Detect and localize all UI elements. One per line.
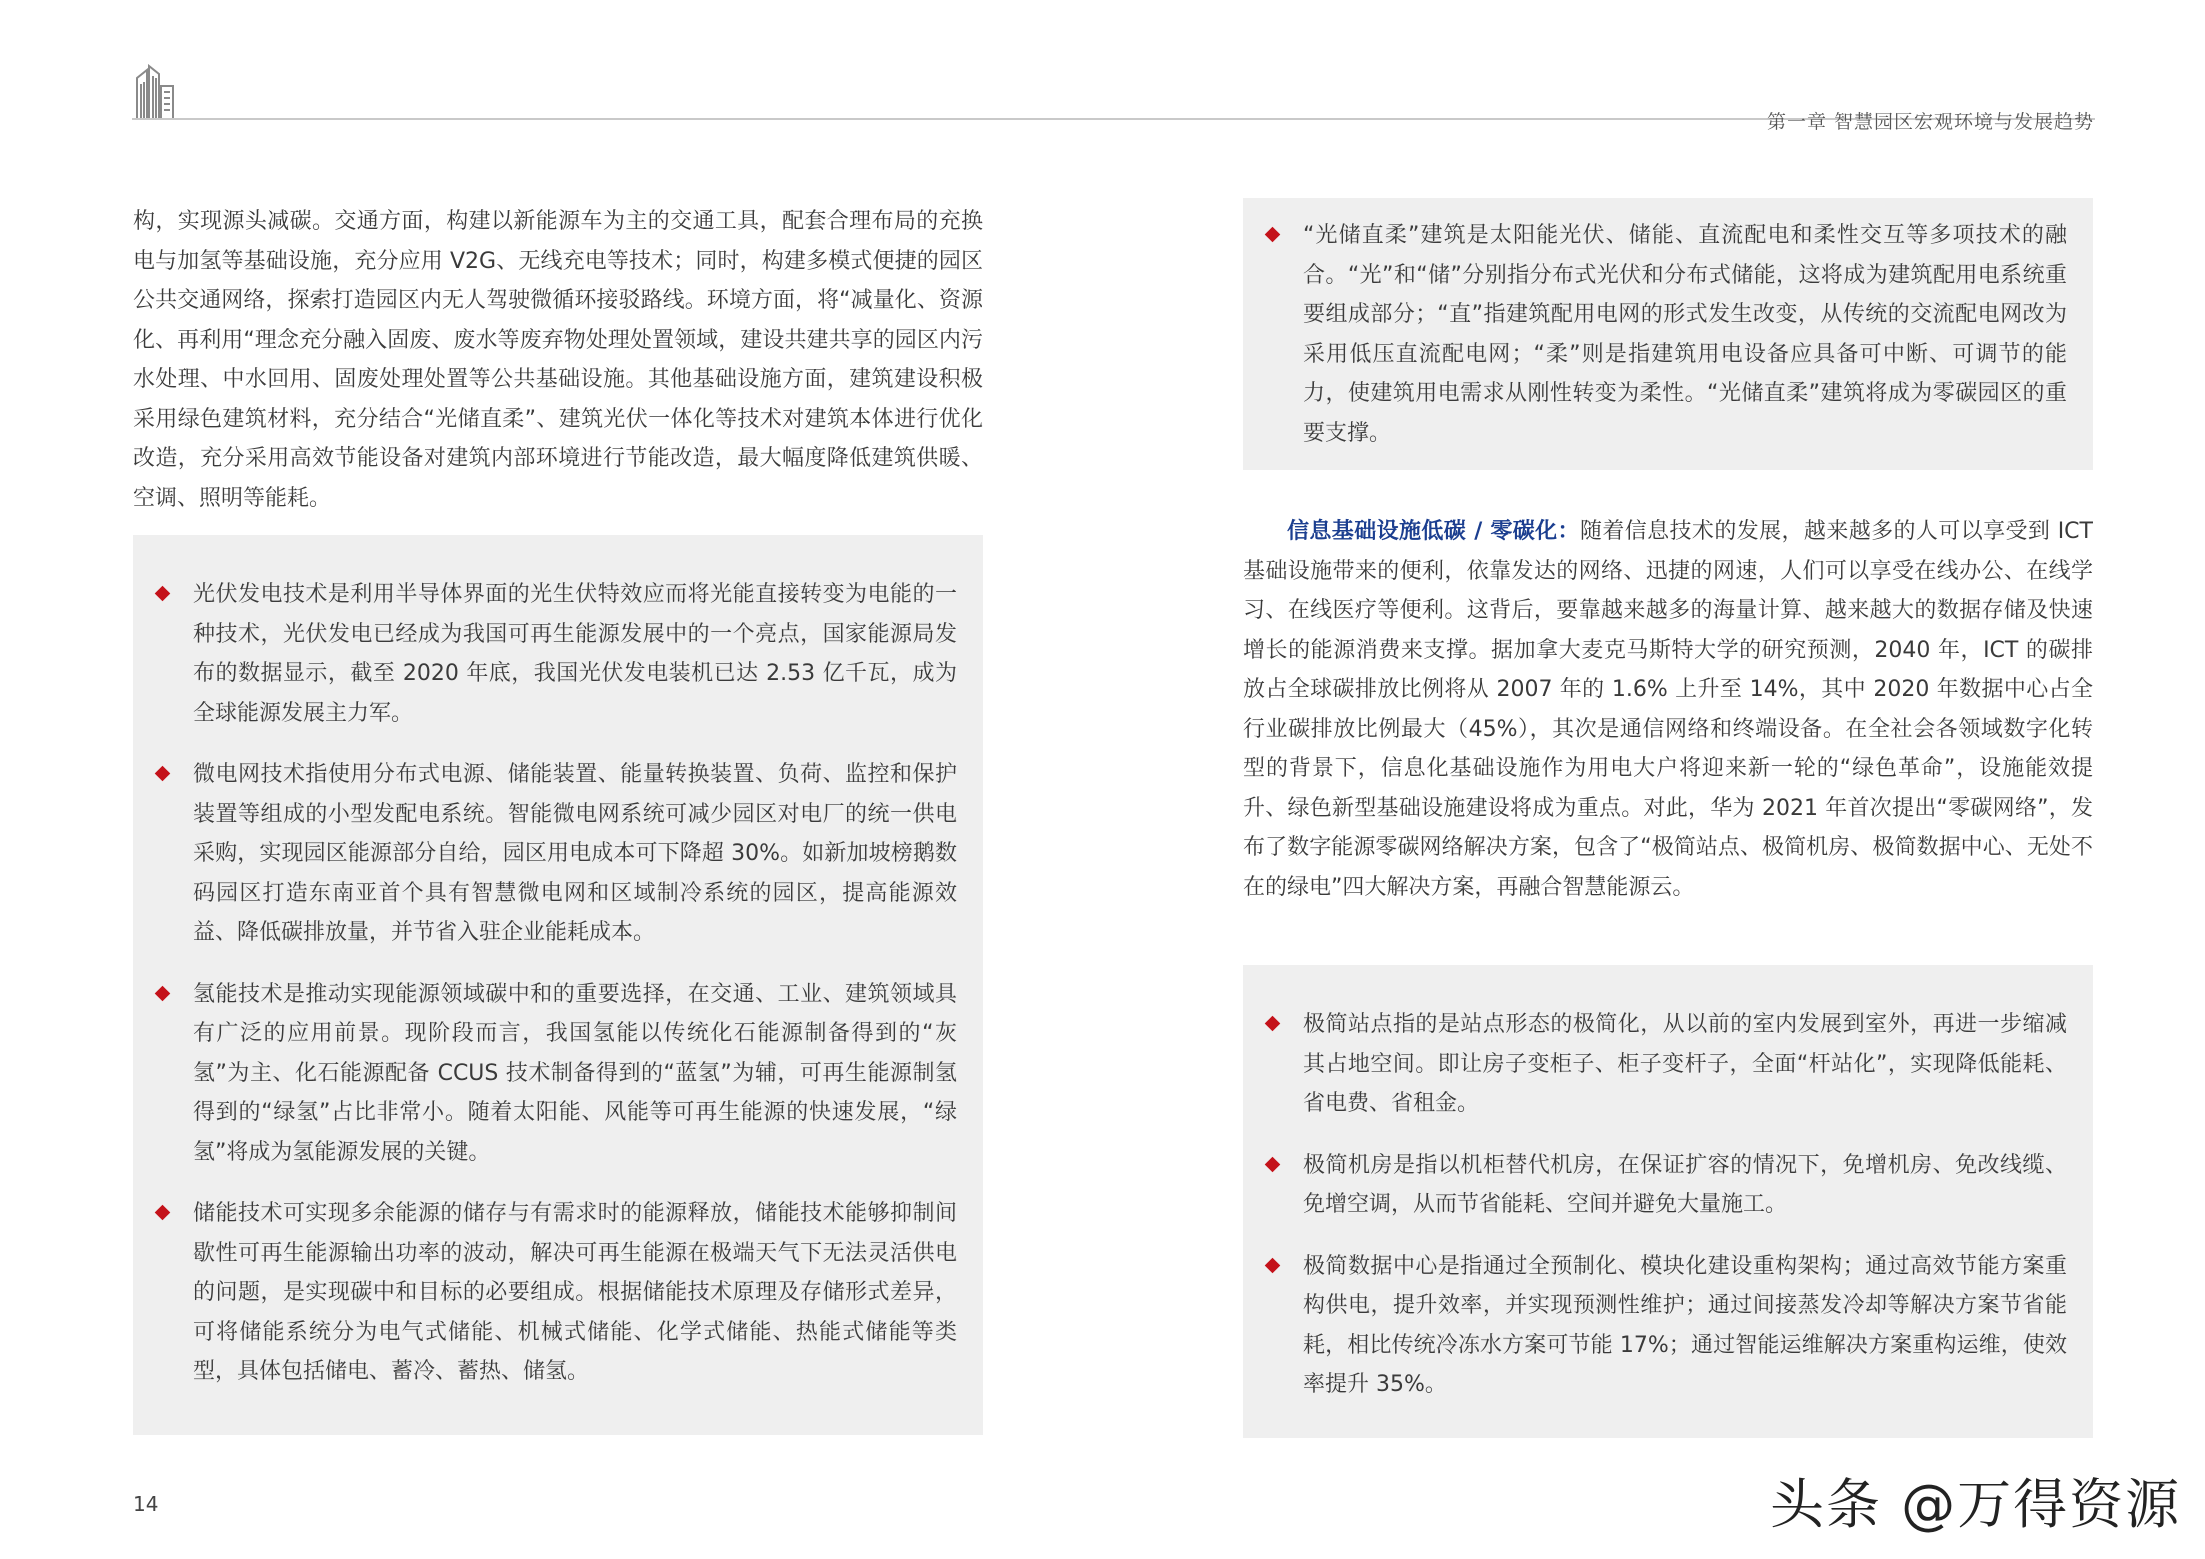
list-item: 微电网技术指使用分布式电源、储能装置、能量转换装置、负荷、监控和保护装置等组成的小型发配电系统。智能微电网系统可减少园区对电厂的统一供电采购，实现园区能源部分自给，园区用电成本可下降超 30%。如新加坡榜鹅数码园区打造东南亚首个具有智慧微电网和区域制冷系统的园区，提高能源效益、降低碳排放量，并节省入驻企业能耗成本。 xyxy=(133,755,957,953)
right-top-list xyxy=(1243,216,2067,453)
left-tech-box xyxy=(133,535,983,1435)
ict-paragraph-text: 随着信息技术的发展，越来越多的人可以享受到 ICT 基础设施带来的便利，依靠发达的网络、迅捷的网速，人们可以享受在线办公、在线学习、在线医疗等便利。这背后，要靠越来越多的海量计算、越来越大的数据存储及快速增长的能源消费来支撑。据加拿大麦克马斯特大学的研究预测，2040 年，ICT 的碳排放占全球碳排放比例将从 2007 年的 1.6% 上升至 14%，其中 2020 年数据中心占全行业碳排放比例最大（45%），其次是通信网络和终端设备。在全社会各领域数字化转型的背景下，信息化基础设施作为用电大户将迎来新一轮的“绿色革命”，设施能效提升、绿色新型基础设施建设将成为重点。对此，华为 2021 年首次提出“零碳网络”，发布了数字能源零碳网络解决方案，包含了“极简站点、极简机房、极简数据中心、无处不在的绿电”四大解决方案，再融合智慧能源云。 xyxy=(1243,519,2093,900)
red-diamond-bullet-icon xyxy=(155,985,171,1001)
list-item: 极简站点指的是站点形态的极简化，从以前的室内发展到室外，再进一步缩减其占地空间。即让房子变柜子、柜子变杆子，全面“杆站化”，实现降低能耗、省电费、省租金。 xyxy=(1243,1005,2067,1124)
red-diamond-bullet-icon xyxy=(1265,1016,1281,1032)
right-bottom-list xyxy=(1243,1005,2067,1405)
red-diamond-bullet-icon xyxy=(1265,1156,1281,1172)
chapter-title: 第一章 智慧园区宏观环境与发展趋势 xyxy=(1766,111,2094,133)
ict-heading: 信息基础设施低碳 / 零碳化： xyxy=(1287,519,1580,544)
left-tech-list xyxy=(133,575,957,1392)
list-item: 极简机房是指以机柜替代机房，在保证扩容的情况下，免增机房、免改线缆、免增空调，从而节省能耗、空间并避免大量施工。 xyxy=(1243,1146,2067,1225)
building-logo-icon xyxy=(133,64,193,120)
list-item: 氢能技术是推动实现能源领域碳中和的重要选择，在交通、工业、建筑领域具有广泛的应用前景。现阶段而言，我国氢能以传统化石能源制备得到的“灰氢”为主、化石能源配备 CCUS 技术制备得到的“蓝氢”为辅，可再生能源制氢得到的“绿氢”占比非常小。随着太阳能、风能等可再生能源的快速发展，“绿氢”将成为氢能源发展的关键。 xyxy=(133,975,957,1173)
list-item: 储能技术可实现多余能源的储存与有需求时的能源释放，储能技术能够抑制间歇性可再生能源输出功率的波动，解决可再生能源在极端天气下无法灵活供电的问题，是实现碳中和目标的必要组成。根据储能技术原理及存储形式差异，可将储能系统分为电气式储能、机械式储能、化学式储能、热能式储能等类型，具体包括储电、蓄冷、蓄热、储氢。 xyxy=(133,1194,957,1392)
watermark: 头条 @万得资源 xyxy=(1770,1473,2182,1536)
list-item: “光储直柔”建筑是太阳能光伏、储能、直流配电和柔性交互等多项技术的融合。“光”和“储”分别指分布式光伏和分布式储能，这将成为建筑配用电系统重要组成部分；“直”指建筑配用电网的形式发生改变，从传统的交流配电网改为采用低压直流配电网；“柔”则是指建筑用电设备应具备可中断、可调节的能力，使建筑用电需求从刚性转变为柔性。“光储直柔”建筑将成为零碳园区的重要支撑。 xyxy=(1243,216,2067,453)
red-diamond-bullet-icon xyxy=(155,586,171,602)
list-item: 极简数据中心是指通过全预制化、模块化建设重构架构；通过高效节能方案重构供电，提升效率，并实现预测性维护；通过间接蒸发冷却等解决方案节省能耗，相比传统冷冻水方案可节能 17%；通过智能运维解决方案重构运维，使效率提升 35%。 xyxy=(1243,1247,2067,1405)
left-intro-paragraph xyxy=(133,202,983,518)
ict-section xyxy=(1243,512,2093,907)
right-bottom-box xyxy=(1243,965,2093,1438)
red-diamond-bullet-icon xyxy=(155,766,171,782)
red-diamond-bullet-icon xyxy=(1265,1257,1281,1273)
page-number: 14 xyxy=(133,1492,159,1516)
left-paragraph-text: 构，实现源头减碳。交通方面，构建以新能源车为主的交通工具，配套合理布局的充换电与加氢等基础设施，充分应用 V2G、无线充电等技术；同时，构建多模式便捷的园区公共交通网络，探索打造园区内无人驾驶微循环接驳路线。环境方面，将“减量化、资源化、再利用“理念充分融入固废、废水等废弃物处理处置领域，建设共建共享的园区内污水处理、中水回用、固废处理处置等公共基础设施。其他基础设施方面，建筑建设积极采用绿色建筑材料，充分结合“光储直柔”、建筑光伏一体化等技术对建筑本体进行优化改造，充分采用高效节能设备对建筑内部环境进行节能改造，最大幅度降低建筑供暖、空调、照明等能耗。 xyxy=(133,209,983,511)
red-diamond-bullet-icon xyxy=(1265,227,1281,243)
list-item: 光伏发电技术是利用半导体界面的光生伏特效应而将光能直接转变为电能的一种技术，光伏发电已经成为我国可再生能源发展中的一个亮点，国家能源局发布的数据显示，截至 2020 年底，我国光伏发电装机已达 2.53 亿千瓦，成为全球能源发展主力军。 xyxy=(133,575,957,733)
ict-paragraph xyxy=(1243,512,2093,907)
red-diamond-bullet-icon xyxy=(155,1205,171,1221)
right-top-box xyxy=(1243,198,2093,470)
